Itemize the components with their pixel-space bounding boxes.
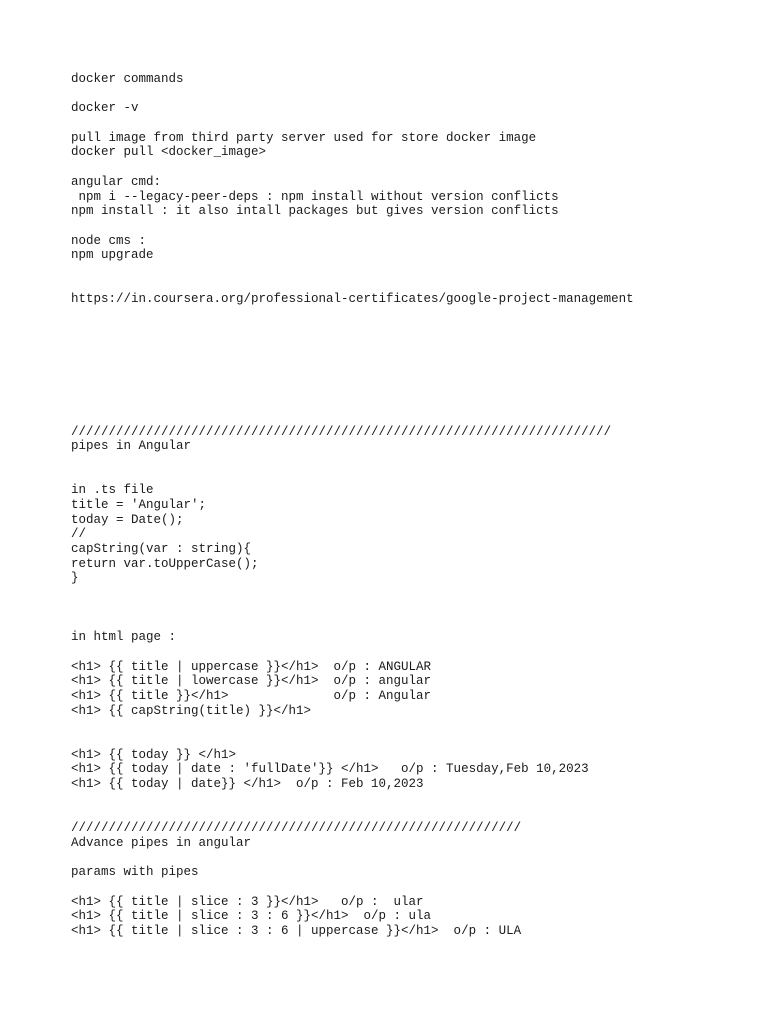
doc-line: [71, 850, 751, 865]
doc-line: npm upgrade: [71, 248, 154, 263]
doc-line: [71, 395, 751, 410]
section-heading: Advance pipes in angular: [71, 835, 252, 850]
doc-line: [71, 733, 751, 748]
doc-line: params with pipes: [71, 865, 199, 880]
doc-line: [71, 454, 751, 469]
coursera-link[interactable]: https://in.coursera.org/professional-certificates/google-project-management: [71, 292, 634, 307]
code-line: return var.toUpperCase();: [71, 556, 259, 571]
doc-line: [71, 469, 751, 484]
doc-line: [71, 792, 751, 807]
doc-line: docker -v: [71, 101, 139, 116]
doc-line: [71, 601, 751, 616]
doc-line: docker commands: [71, 72, 184, 86]
code-line: <h1> {{ title | uppercase }}</h1> o/p : ANGULAR: [71, 659, 432, 674]
code-line: title = 'Angular';: [71, 497, 207, 512]
code-line: <h1> {{ today | date}} </h1> o/p : Feb 10,2023: [71, 777, 424, 791]
doc-line: [71, 718, 751, 733]
code-line: <h1> {{ today | date : 'fullDate'}} </h1> o/p : Tuesday,Feb 10,2023: [71, 762, 589, 777]
doc-line: docker pull <docker_image>: [71, 145, 267, 160]
doc-line: [71, 278, 751, 293]
doc-line: [71, 410, 751, 425]
doc-line: angular cmd:: [71, 174, 162, 189]
code-line: //: [71, 527, 87, 542]
doc-line: [71, 880, 751, 895]
section-heading: pipes in Angular: [71, 439, 192, 454]
doc-line: [71, 351, 751, 366]
code-line: <h1> {{ title | lowercase }}</h1> o/p : angular: [71, 674, 432, 689]
doc-line: [71, 263, 751, 278]
doc-line: [71, 586, 751, 601]
section-divider: ////////////////////////////////////////////////////////////: [71, 821, 522, 836]
doc-line: [71, 307, 751, 322]
doc-line: pull image from third party server used for store docker image: [71, 130, 537, 145]
doc-line: [71, 806, 751, 821]
doc-line: in html page :: [71, 630, 177, 645]
doc-line: [71, 645, 751, 660]
code-line: }: [71, 571, 79, 586]
code-line: <h1> {{ title | slice : 3 : 6 | uppercase }}</h1> o/p : ULA: [71, 923, 522, 938]
section-divider: ////////////////////////////////////////////////////////////////////////: [71, 424, 612, 439]
doc-line: in .ts file: [71, 483, 154, 498]
doc-line: [71, 219, 751, 234]
doc-line: [71, 322, 751, 337]
code-line: <h1> {{ title | slice : 3 : 6 }}</h1> o/p : ula: [71, 909, 432, 924]
doc-line: npm install : it also intall packages but gives version conflicts: [71, 204, 559, 219]
doc-line: [71, 366, 751, 381]
doc-line: [71, 336, 751, 351]
doc-line: node cms :: [71, 233, 147, 248]
document-page: [71, 72, 751, 939]
doc-line: [71, 87, 751, 102]
code-line: <h1> {{ capString(title) }}</h1>: [71, 703, 312, 718]
doc-line: npm i --legacy-peer-deps : npm install without version conflicts: [71, 189, 559, 204]
code-line: capString(var : string){: [71, 542, 252, 556]
doc-line: [71, 380, 751, 395]
doc-line: [71, 160, 751, 175]
code-line: <h1> {{ today }} </h1>: [71, 747, 237, 762]
code-line: <h1> {{ title | slice : 3 }}</h1> o/p : ular: [71, 894, 424, 909]
code-line: <h1> {{ title }}</h1> o/p : Angular: [71, 688, 432, 703]
doc-line: [71, 116, 751, 131]
code-line: today = Date();: [71, 512, 184, 527]
doc-line: [71, 615, 751, 630]
